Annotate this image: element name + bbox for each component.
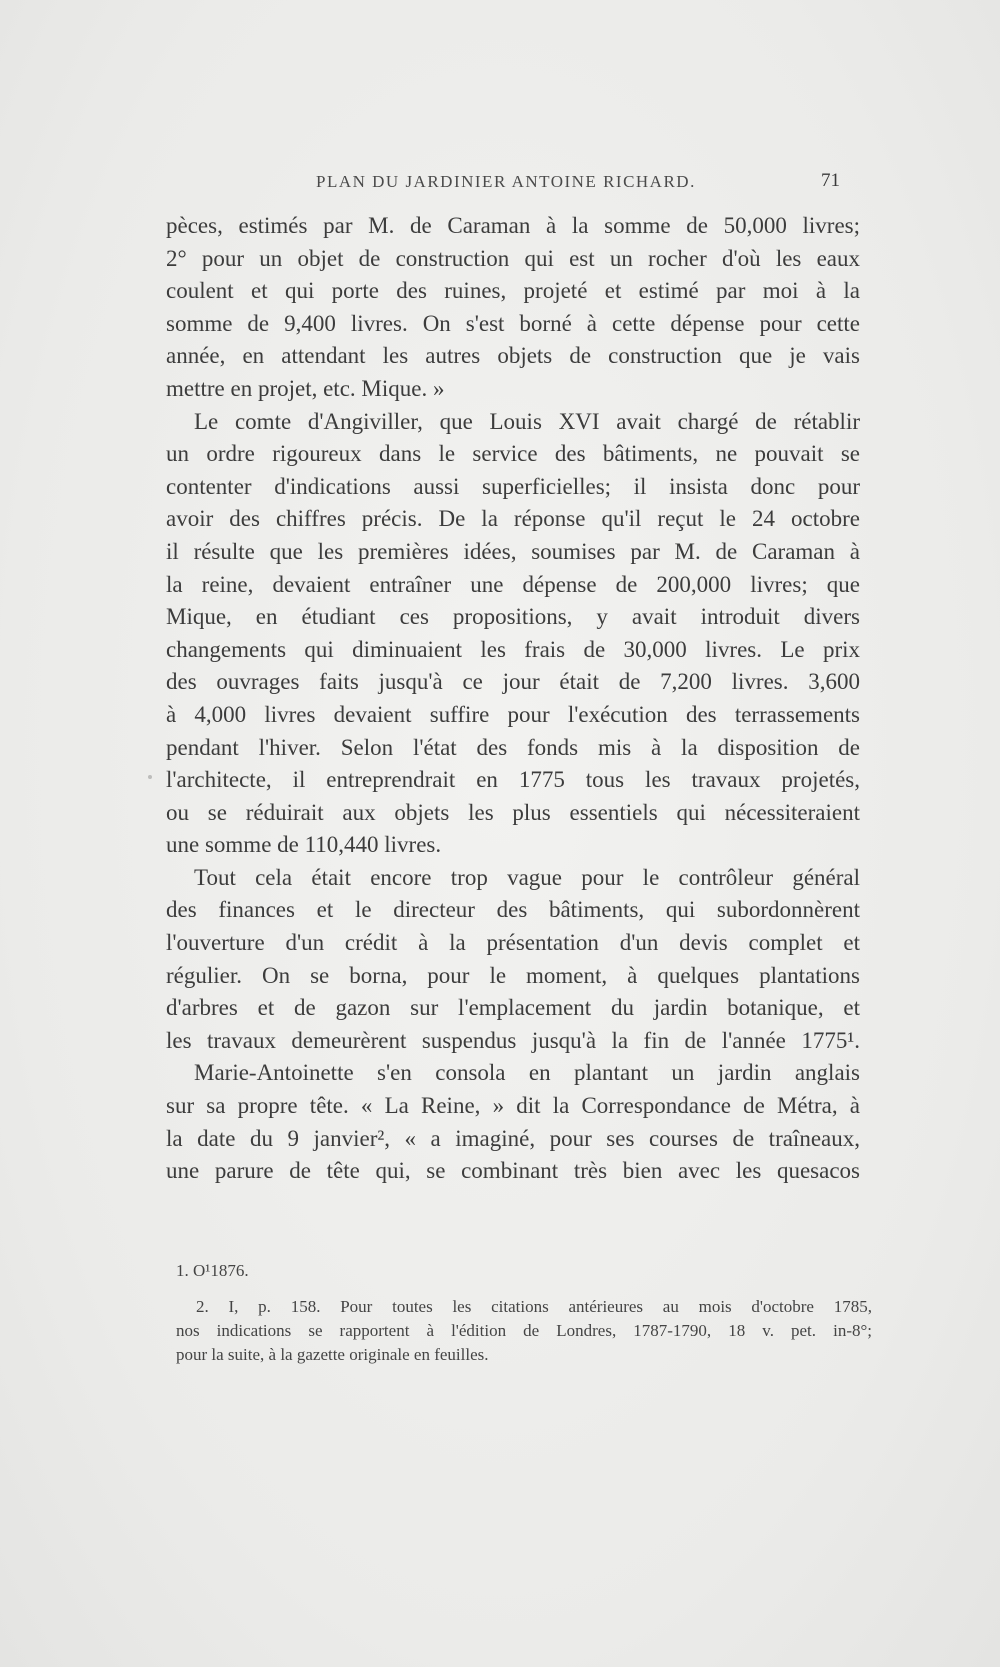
text-line: l'ouverture d'un crédit à la présentation d'un devis complet et: [166, 930, 860, 956]
footnote-2: 2. I, p. 158. Pour toutes les citations antérieures au mois d'octobre 1785,: [196, 1297, 872, 1316]
paragraph-start: Tout cela était encore trop vague pour le contrôleur général: [194, 864, 860, 890]
text-line: avoir des chiffres précis. De la réponse qu'il reçut le 24 octobre: [166, 506, 860, 532]
text-line: pendant l'hiver. Selon l'état des fonds mis à la disposition de: [166, 734, 860, 760]
text-line: année, en attendant les autres objets de construction que je vais: [166, 343, 860, 369]
text-line: la date du 9 janvier², « a imaginé, pour ses courses de traîneaux,: [166, 1125, 860, 1151]
paragraph-start: Le comte d'Angiviller, que Louis XVI avait chargé de rétablir: [194, 408, 860, 434]
text-line: une parure de tête qui, se combinant très bien avec les quesacos: [166, 1158, 860, 1184]
footnote-1: 1. O¹1876.: [176, 1261, 249, 1280]
text-line: l'architecte, il entreprendrait en 1775 tous les travaux projetés,: [166, 767, 860, 793]
text-line: somme de 9,400 livres. On s'est borné à cette dépense pour cette: [166, 310, 860, 336]
text-line: la reine, devaient entraîner une dépense de 200,000 livres; que: [166, 571, 860, 597]
running-head: [168, 170, 844, 194]
running-title: PLAN DU JARDINIER ANTOINE RICHARD.: [316, 172, 696, 191]
text-line: les travaux demeurèrent suspendus jusqu'à la fin de l'année 1775¹.: [166, 1027, 860, 1053]
text-line: une somme de 110,440 livres.: [166, 832, 442, 858]
text-line: contenter d'indications aussi superficielles; il insista donc pour: [166, 473, 860, 499]
text-line: des ouvrages faits jusqu'à ce jour était de 7,200 livres. 3,600: [166, 669, 860, 695]
text-line: coulent et qui porte des ruines, projeté et estimé par moi à la: [166, 278, 860, 304]
footnote-2-continued: pour la suite, à la gazette originale en feuilles.: [176, 1345, 489, 1364]
footnote-2-continued: nos indications se rapportent à l'édition de Londres, 1787-1790, 18 v. pet. in-8°;: [176, 1321, 872, 1340]
text-line: mettre en projet, etc. Mique. »: [166, 375, 445, 401]
paragraph-start: Marie-Antoinette s'en consola en plantant un jardin anglais: [194, 1060, 860, 1086]
text-line: ou se réduirait aux objets les plus essentiels qui nécessiteraient: [166, 799, 860, 825]
text-line: changements qui diminuaient les frais de 30,000 livres. Le prix: [166, 636, 860, 662]
text-line: à 4,000 livres devaient suffire pour l'exécution des terrassements: [166, 701, 860, 727]
text-line: sur sa propre tête. « La Reine, » dit la Correspondance de Métra, à: [166, 1093, 860, 1119]
text-line: pèces, estimés par M. de Caraman à la somme de 50,000 livres;: [166, 213, 860, 238]
text-line: 2° pour un objet de construction qui est un rocher d'où les eaux: [166, 245, 860, 271]
text-line: il résulte que les premières idées, soumises par M. de Caraman à: [166, 538, 860, 564]
main-text: [166, 210, 860, 1188]
text-line: des finances et le directeur des bâtiments, qui subordonnèrent: [166, 897, 860, 923]
page-number: 71: [821, 170, 840, 191]
text-line: régulier. On se borna, pour le moment, à quelques plantations: [166, 962, 860, 988]
text-line: d'arbres et de gazon sur l'emplacement du jardin botanique, et: [166, 995, 860, 1021]
footnotes: [176, 1259, 872, 1367]
margin-mark: [148, 775, 152, 779]
text-line: Mique, en étudiant ces propositions, y avait introduit divers: [166, 604, 860, 630]
text-line: un ordre rigoureux dans le service des bâtiments, ne pouvait se: [166, 441, 860, 467]
